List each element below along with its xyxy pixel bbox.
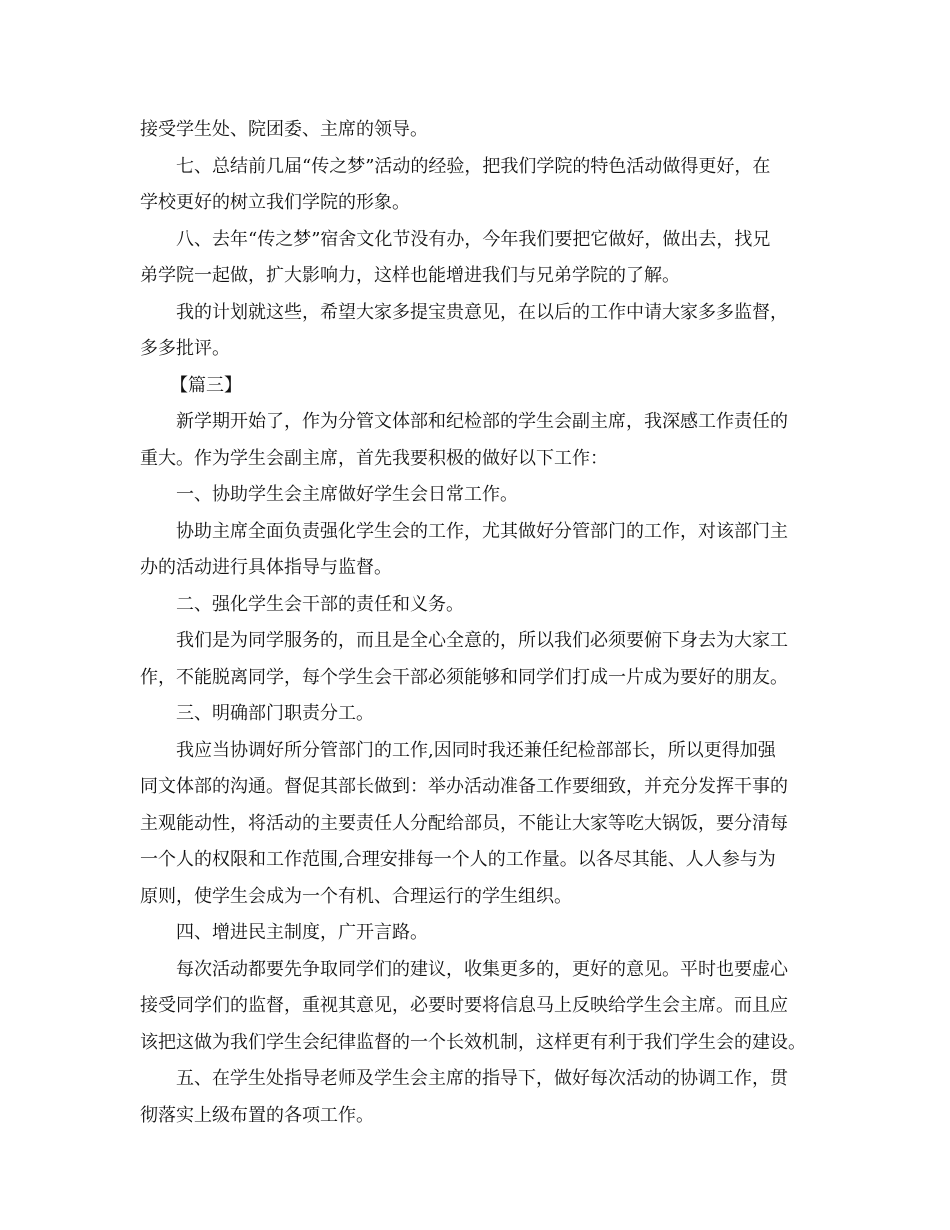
text-line: 五、在学生处指导老师及学生会主席的指导下，做好每次活动的协调工作，贯 [176,1068,788,1089]
text-line: 二、强化学生会干部的责任和义务。 [176,593,464,615]
text-line: 接受学生处、院团委、主席的领导。 [140,119,428,140]
text-line: 每次活动都要先争取同学们的建议，收集更多的，更好的意见。平时也要虚心 [176,958,788,980]
text-line: 一个人的权限和工作范围,合理安排每一个人的工作量。以各尽其能、人人参与为 [140,849,776,870]
text-line: 八、去年“传之梦”宿舍文化节没有办，今年我们要把它做好，做出去，找兄 [176,228,771,250]
text-line: 作，不能脱离同学，每个学生会干部必须能够和同学们打成一片成为要好的朋友。 [140,666,788,688]
text-line: 多多批评。 [140,338,230,359]
text-line: 一、协助学生会主席做好学生会日常工作。 [176,484,518,505]
text-line: 弟学院一起做，扩大影响力，这样也能增进我们与兄弟学院的了解。 [140,265,680,286]
text-line: 彻落实上级布置的各项工作。 [140,1104,374,1126]
text-line: 同文体部的沟通。督促其部长做到：举办活动准备工作要细致，并充分发挥干事的 [140,776,788,797]
document-body [140,112,816,1134]
section-heading: 【篇三】 [170,374,242,396]
text-line: 主观能动性，将活动的主要责任人分配给部员，不能让大家等吃大锅饭，要分清每 [140,812,788,834]
text-line: 原则，使学生会成为一个有机、合理运行的学生组织。 [140,885,572,907]
text-line: 三、明确部门职责分工。 [176,703,374,724]
text-line: 该把这做为我们学生会纪律监督的一个长效机制，这样更有利于我们学生会的建设。 [140,1031,806,1053]
text-line: 四、增进民主制度，广开言路。 [176,922,428,943]
text-line: 我应当协调好所分管部门的工作,因同时我还兼任纪检部部长，所以更得加强 [176,739,776,761]
text-line: 学校更好的树立我们学院的形象。 [140,192,410,213]
text-line: 协助主席全面负责强化学生会的工作，尤其做好分管部门的工作，对该部门主 [176,520,788,542]
text-line: 我的计划就这些，希望大家多提宝贵意见，在以后的工作中请大家多多监督， [176,301,788,323]
text-line: 办的活动进行具体指导与监督。 [140,557,392,578]
text-line: 七、总结前几届“传之梦”活动的经验，把我们学院的特色活动做得更好，在 [176,155,771,177]
text-line: 我们是为同学服务的，而且是全心全意的，所以我们必须要俯下身去为大家工 [176,630,788,651]
text-line: 接受同学们的监督，重视其意见，必要时要将信息马上反映给学生会主席。而且应 [140,995,788,1016]
text-line: 重大。作为学生会副主席，首先我要积极的做好以下工作： [140,447,608,469]
text-line: 新学期开始了，作为分管文体部和纪检部的学生会副主席，我深感工作责任的 [176,411,788,432]
